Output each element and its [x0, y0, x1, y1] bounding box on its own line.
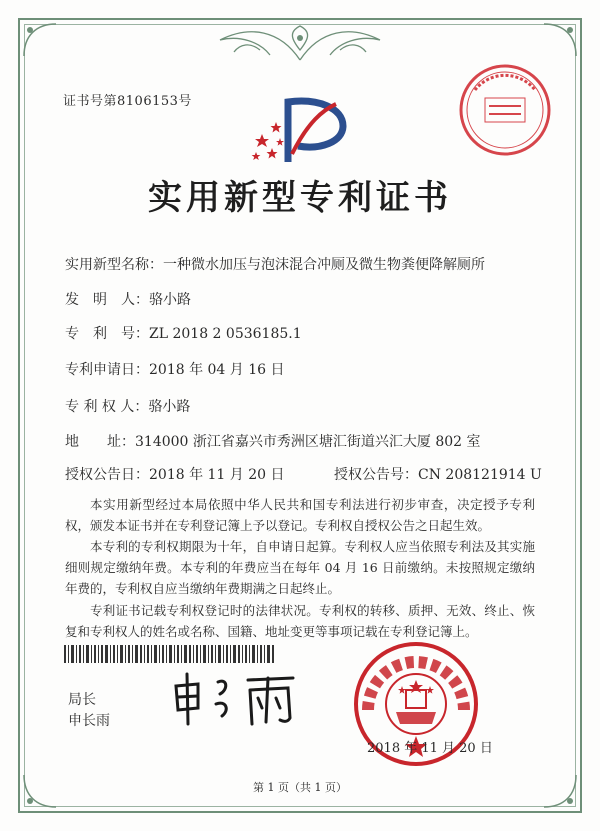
patent-no-label: 专 利 号： — [65, 326, 149, 342]
model-name-value: 一种微水加压与泡沫混合冲厕及微生物粪便降解厕所 — [163, 257, 485, 273]
page-number: 第 1 页（共 1 页） — [253, 781, 347, 794]
address-label: 地 址： — [65, 434, 135, 450]
director-name: 申长雨 — [68, 713, 110, 729]
address-value: 314000 浙江省嘉兴市秀洲区塘汇街道兴汇大厦 802 室 — [135, 434, 481, 450]
inventor-label: 发 明 人： — [65, 292, 149, 308]
cnipa-logo-icon — [248, 92, 352, 164]
seal-date: 2018 年 11 月 20 日 — [367, 741, 493, 756]
grant-date-label: 授权公告日： — [65, 467, 149, 483]
patentee-label: 专 利 权 人： — [65, 399, 149, 415]
field-patentee — [65, 396, 190, 416]
certificate-number-label: 证书号第 — [63, 94, 118, 109]
grant-no-label: 授权公告号： — [334, 467, 418, 483]
paragraph-term: 本专利的专利权期限为十年，自申请日起算。专利权人应当依照专利法及其实施细则规定缴纳年费。本专利的年费应当在每年 04 月 16 日前缴纳。未按照规定缴纳年费的，专利权自应当缴纳年费期满之日起终止。 — [65, 539, 535, 596]
filing-date-label: 专利申请日： — [65, 362, 149, 378]
field-patent-no — [65, 323, 302, 343]
director-title: 局长 — [68, 692, 96, 708]
certificate-title: 实用新型专利证书 — [148, 178, 452, 218]
paragraph-legal-status: 专利证书记载专利权登记时的法律状况。专利权的转移、质押、无效、终止、恢复和专利权人的姓名或名称、国籍、地址变更等事项记载在专利登记簿上。 — [65, 603, 535, 639]
field-address — [65, 431, 481, 451]
model-name-label: 实用新型名称： — [65, 257, 163, 273]
signature-icon — [168, 668, 308, 728]
certificate-number — [63, 90, 192, 109]
inventor-value: 骆小路 — [149, 292, 191, 308]
field-model-name — [65, 254, 485, 274]
barcode-icon — [64, 645, 274, 663]
grant-date-value: 2018 年 11 月 20 日 — [149, 467, 285, 483]
agency-seal-icon — [455, 60, 555, 160]
patent-no-value: ZL 2018 2 0536185.1 — [149, 326, 302, 342]
top-ornament — [200, 20, 400, 70]
field-grant-no — [334, 464, 542, 484]
certificate-number-suffix: 号 — [178, 94, 192, 109]
paragraph-grant: 本实用新型经过本局依照中华人民共和国专利法进行初步审查，决定授予专利权，颁发本证书并在专利登记簿上予以登记。专利权自授权公告之日起生效。 — [65, 497, 535, 533]
patentee-value: 骆小路 — [148, 399, 191, 415]
field-inventor — [65, 289, 191, 309]
filing-date-value: 2018 年 04 月 16 日 — [149, 362, 285, 378]
field-grant-date — [65, 464, 285, 484]
grant-no-value: CN 208121914 U — [418, 467, 542, 483]
field-filing-date — [65, 359, 285, 379]
corner-ornament-tr — [540, 20, 580, 60]
corner-ornament-tl — [20, 20, 60, 60]
certificate-number-value: 8106153 — [117, 94, 179, 109]
